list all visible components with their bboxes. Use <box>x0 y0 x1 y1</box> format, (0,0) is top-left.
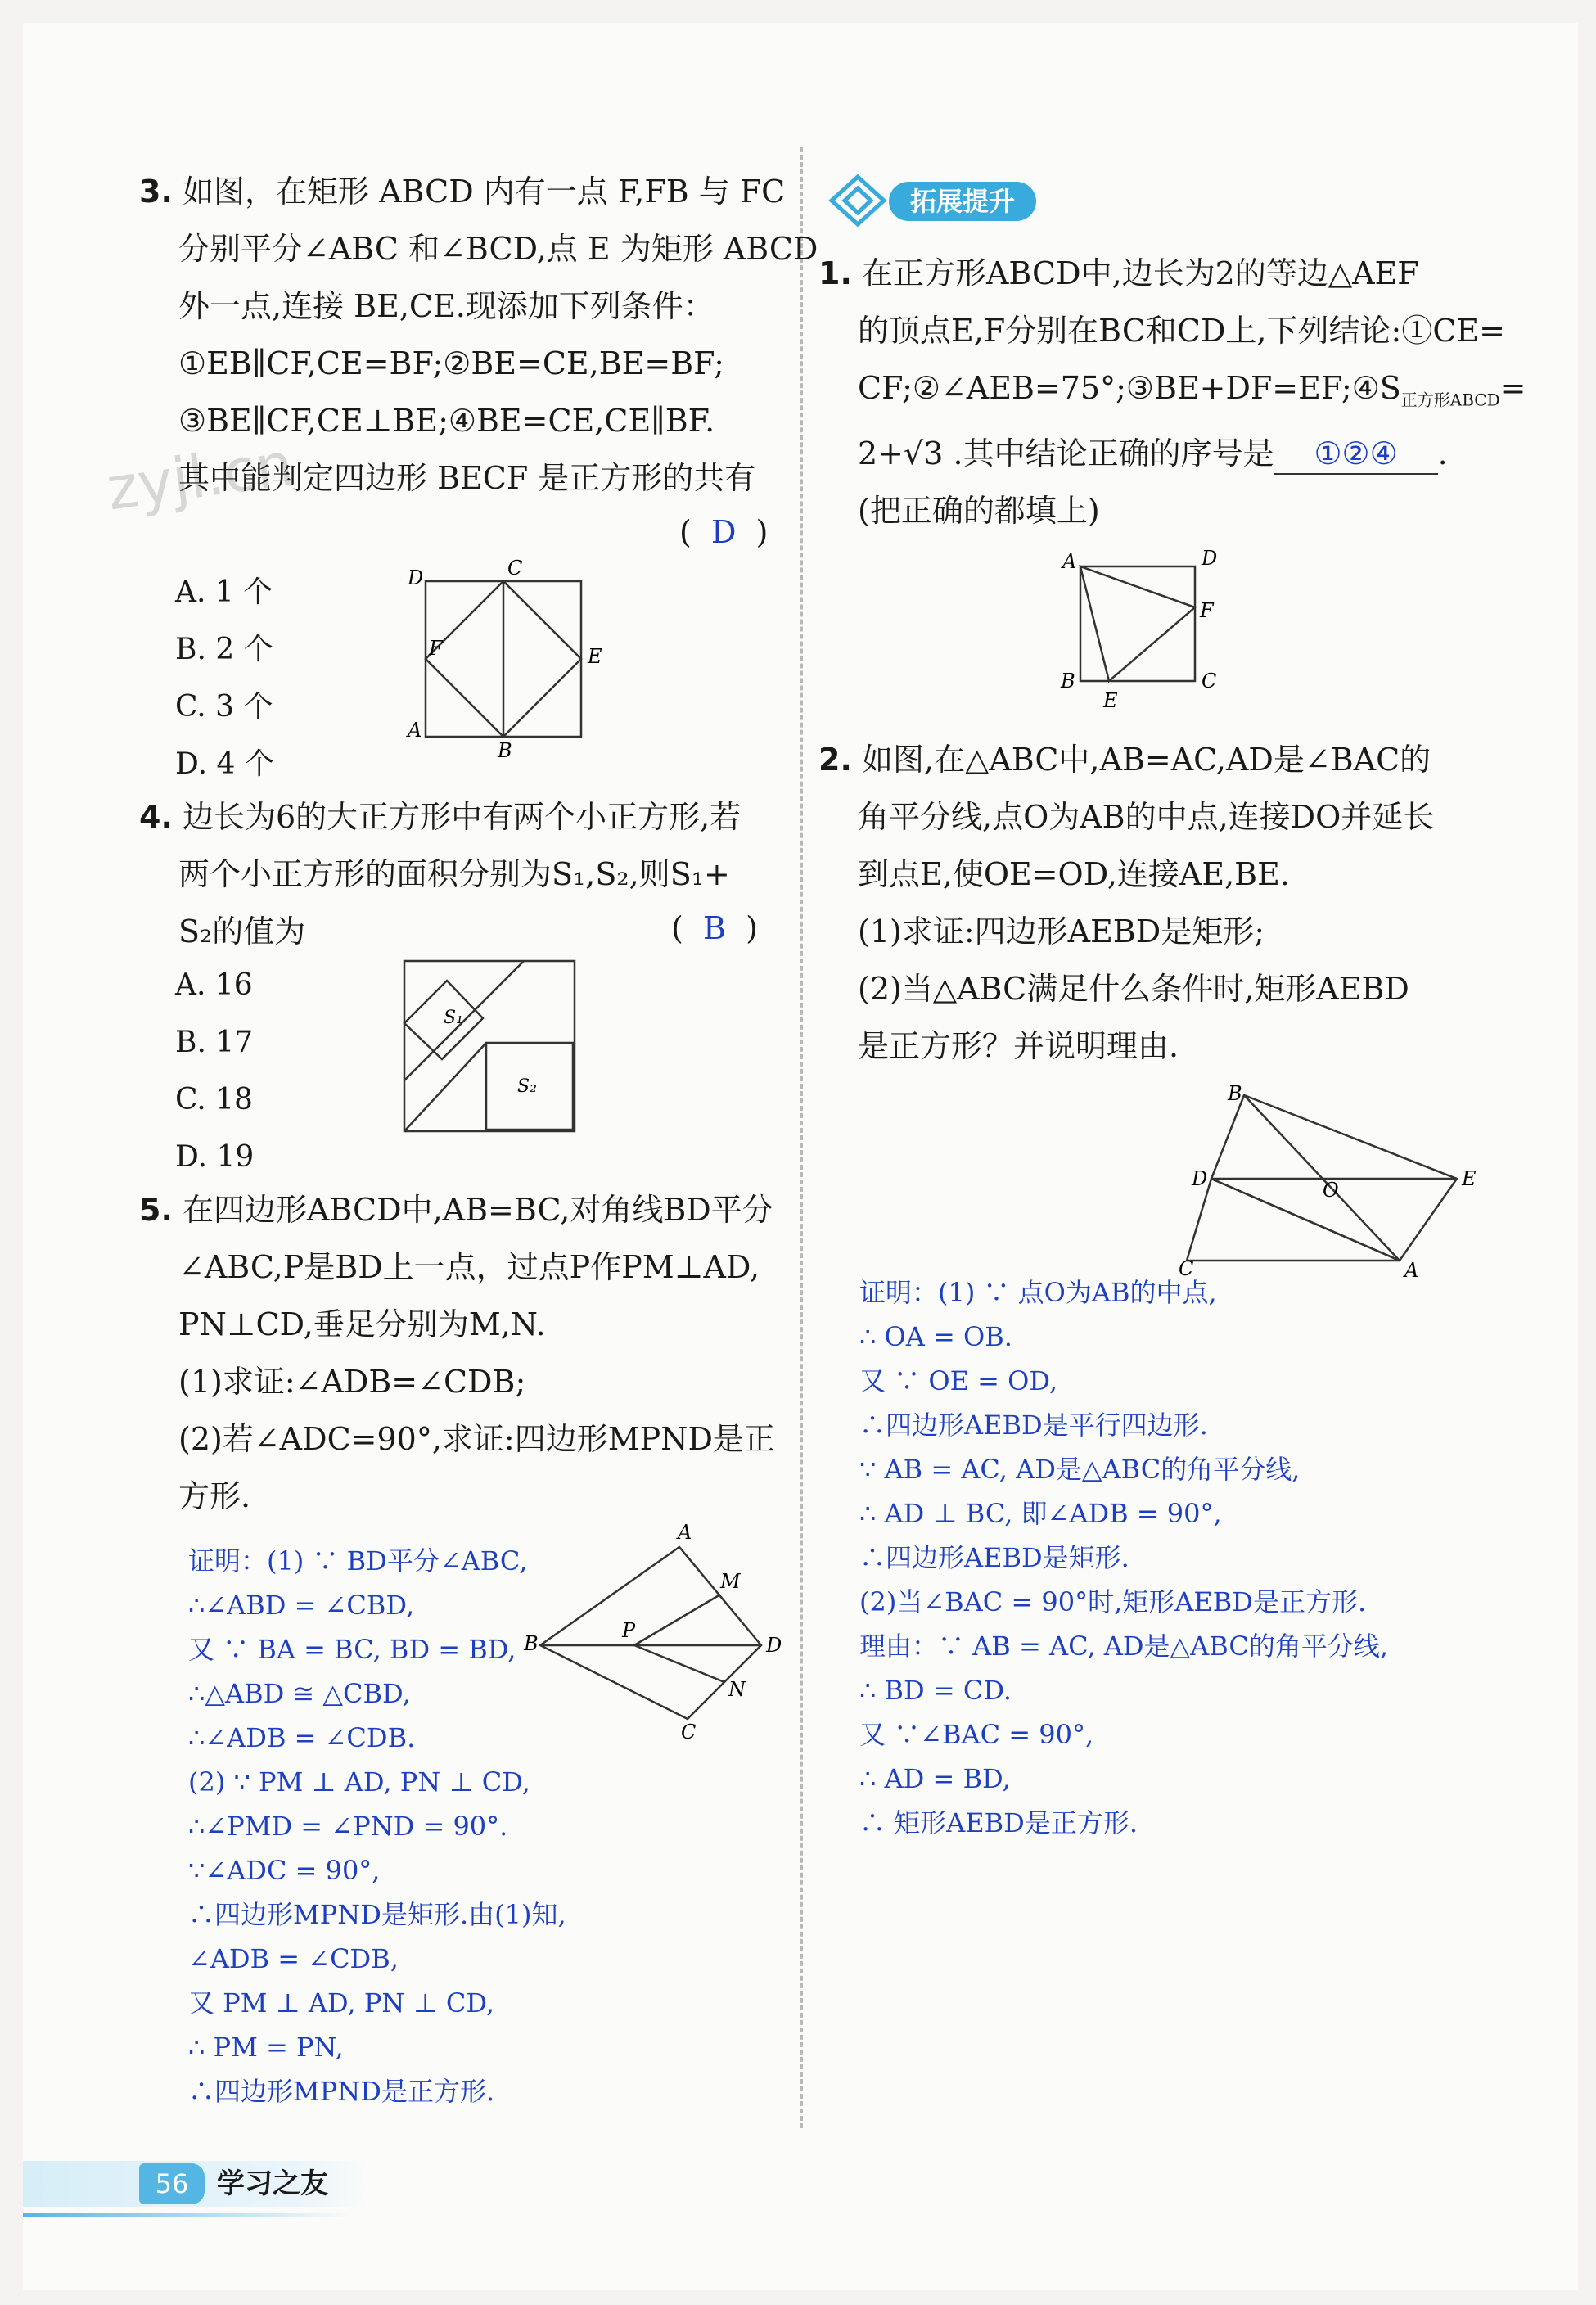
r-q1-fig-label-d: D <box>1202 547 1218 570</box>
book-title: 学习之友 <box>217 2167 328 2200</box>
q5-fig-label-a: A <box>678 1521 692 1544</box>
r-q2-figure <box>1179 1080 1490 1282</box>
q3-fig-label-f: F <box>429 637 443 660</box>
q5-solution-9: ∴四边形MPND是矩形.由(1)知, <box>188 1899 566 1930</box>
q4-fig-label-s1: S₁ <box>444 1008 463 1028</box>
r-q1-line-2: 的顶点E,F分别在BC和CD上,下列结论:①CE= <box>858 313 1505 349</box>
q5-line-2: ∠ABC,P是BD上一点，过点P作PM⊥AD, <box>178 1249 760 1285</box>
r-q1-fig-label-b: B <box>1061 670 1075 692</box>
r-q1-fig-label-e: E <box>1103 689 1118 712</box>
q4-line-2: 两个小正方形的面积分别为S₁,S₂,则S₁+ <box>178 856 730 892</box>
q3-line-4: ①EB∥CF,CE=BF;②BE=CE,BE=BF; <box>178 345 724 381</box>
r-q1-line-3: $CF;②\angle AEB=75^\circ;③BE+DF=EF;④S_{正方形ABCD}=$ <box>858 370 1526 410</box>
q5-fig-label-c: C <box>681 1721 697 1743</box>
r-q2-solution-10: ∴ BD = CD. <box>859 1675 1012 1706</box>
r-q2-fig-label-o: O <box>1323 1179 1339 1202</box>
q4-answer-slot: ( B ) <box>671 910 758 946</box>
section-title: 拓展提升 <box>889 182 1036 221</box>
q3-fig-label-a: A <box>408 719 422 742</box>
q5-fig-label-d: D <box>766 1634 782 1657</box>
r-q1-line-4: 2+√3 .其中结论正确的序号是 ①②④ . <box>858 434 1448 475</box>
q3-line-2: 分别平分∠ABC 和∠BCD,点 E 为矩形 ABCD <box>178 231 818 267</box>
r-q2-solution-3: 又 ∵ OE = OD, <box>859 1365 1058 1396</box>
q4-answer: B <box>703 910 726 946</box>
q5-solution-8: ∵∠ADC = 90°, <box>188 1855 381 1886</box>
q3-line-3: 外一点,连接 BE,CE.现添加下列条件： <box>178 288 715 324</box>
q4-line-3: S₂的值为 <box>178 913 306 950</box>
r-q1-line-5: (把正确的都填上) <box>858 493 1100 529</box>
r-q2-fig-label-d: D <box>1192 1167 1208 1190</box>
r-q2-solution-4: ∴四边形AEBD是平行四边形. <box>859 1410 1208 1441</box>
q4-option-d: D. 19 <box>175 1140 255 1174</box>
q3-option-a: A. 1 个 <box>175 575 273 609</box>
r-q2-solution-2: ∴ OA = OB. <box>859 1321 1012 1352</box>
q3-figure <box>393 557 737 762</box>
r-q2-line-1: 2. 如图,在△ABC中,AB=AC,AD是∠BAC的 <box>818 742 1431 778</box>
q3-fig-label-d: D <box>408 566 424 589</box>
q4-figure <box>401 958 597 1138</box>
page-number: 56 <box>139 2163 205 2204</box>
q5-line-6: 方形. <box>178 1478 251 1514</box>
q5-solution-1: 证明：(1) ∵ BD平分∠ABC, <box>188 1545 528 1577</box>
column-divider <box>800 147 803 2128</box>
q5-solution-10: ∠ADB = ∠CDB, <box>188 1943 399 1974</box>
section-ornament-icon <box>827 174 889 228</box>
q3-option-d: D. 4 个 <box>175 747 274 781</box>
q5-line-5: (2)若∠ADC=90°,求证:四边形MPND是正 <box>178 1421 775 1457</box>
q4-line-1: 4. 边长为6的大正方形中有两个小正方形,若 <box>139 799 742 835</box>
r-q2-line-5: (2)当△ABC满足什么条件时,矩形AEBD <box>858 971 1409 1007</box>
r-q2-solution-1: 证明：(1) ∵ 点O为AB的中点, <box>859 1277 1217 1308</box>
q3-fig-label-e: E <box>588 645 602 668</box>
q3-answer-slot: ( D ) <box>679 514 769 550</box>
r-q2-fig-label-c: C <box>1179 1257 1194 1280</box>
r-q2-line-6: 是正方形？并说明理由. <box>858 1028 1179 1064</box>
r-q1-answer: ①②④ <box>1274 434 1438 475</box>
q5-solution-6: (2) ∵ PM ⊥ AD, PN ⊥ CD, <box>188 1766 530 1798</box>
q4-option-c: C. 18 <box>175 1083 253 1116</box>
q5-fig-label-m: M <box>720 1570 741 1593</box>
r-q2-number: 2. <box>818 742 852 778</box>
q3-line-5: ③BE∥CF,CE⊥BE;④BE=CE,CE∥BF. <box>178 403 715 439</box>
r-q2-line-4: (1)求证:四边形AEBD是矩形; <box>858 913 1265 950</box>
q5-number: 5. <box>139 1192 173 1228</box>
r-q2-line-2: 角平分线,点O为AB的中点,连接DO并延长 <box>858 799 1435 835</box>
q3-line-6: 其中能判定四边形 BECF 是正方形的共有 <box>178 460 756 496</box>
q5-line-3: PN⊥CD,垂足分别为M,N. <box>178 1306 546 1342</box>
q5-solution-4: ∴△ABD ≅ △CBD, <box>188 1678 411 1709</box>
q4-fig-label-s2: S₂ <box>517 1076 537 1097</box>
r-q2-fig-label-e: E <box>1462 1167 1477 1190</box>
r-q2-solution-11: 又 ∵∠BAC = 90°, <box>859 1719 1094 1750</box>
q3-option-c: C. 3 个 <box>175 690 273 724</box>
q5-line-4: (1)求证:∠ADB=∠CDB; <box>178 1364 526 1400</box>
r-q1-line-1: 1. 在正方形ABCD中,边长为2的等边△AEF <box>818 255 1419 291</box>
q3-fig-label-c: C <box>507 557 523 580</box>
q3-number: 3. <box>139 174 173 210</box>
q4-option-b: B. 17 <box>175 1026 254 1059</box>
q5-fig-label-n: N <box>728 1678 746 1701</box>
q5-solution-5: ∴∠ADB = ∠CDB. <box>188 1722 416 1753</box>
r-q2-solution-5: ∵ AB = AC, AD是△ABC的角平分线, <box>859 1454 1301 1485</box>
q5-solution-11: 又 PM ⊥ AD, PN ⊥ CD, <box>188 1987 495 2019</box>
q5-solution-3: 又 ∵ BA = BC, BD = BD, <box>188 1634 516 1665</box>
q5-line-1: 5. 在四边形ABCD中,AB=BC,对角线BD平分 <box>139 1192 773 1228</box>
q5-solution-13: ∴四边形MPND是正方形. <box>188 2076 495 2107</box>
r-q1-number: 1. <box>818 255 852 291</box>
r-q2-fig-label-b: B <box>1228 1082 1242 1105</box>
q5-fig-label-b: B <box>524 1632 539 1655</box>
footer-rule <box>23 2213 350 2217</box>
r-q1-figure <box>1056 548 1252 728</box>
q5-solution-12: ∴ PM = PN, <box>188 2032 344 2063</box>
r-q2-line-3: 到点E,使OE=OD,连接AE,BE. <box>858 856 1290 892</box>
q5-solution-2: ∴∠ABD = ∠CBD, <box>188 1590 415 1621</box>
watermark: zyjl.cn <box>102 429 298 524</box>
r-q1-fig-label-c: C <box>1202 670 1217 692</box>
r-q2-solution-9: 理由：∵ AB = AC, AD是△ABC的角平分线, <box>859 1631 1389 1662</box>
r-q2-solution-13: ∴ 矩形AEBD是正方形. <box>859 1807 1138 1838</box>
q4-option-a: A. 16 <box>175 968 253 1002</box>
r-q1-fig-label-f: F <box>1200 599 1214 622</box>
q3-line-1: 3. 如图，在矩形 ABCD 内有一点 F,FB 与 FC <box>139 174 786 210</box>
q3-answer: D <box>711 514 737 550</box>
q4-number: 4. <box>139 799 173 835</box>
r-q2-solution-6: ∴ AD ⊥ BC, 即∠ADB = 90°, <box>859 1498 1222 1529</box>
q5-fig-label-p: P <box>622 1619 636 1642</box>
r-q2-solution-7: ∴四边形AEBD是矩形. <box>859 1542 1129 1573</box>
r-q2-fig-label-a: A <box>1404 1259 1419 1282</box>
r-q2-solution-12: ∴ AD = BD, <box>859 1763 1011 1794</box>
q3-option-b: B. 2 个 <box>175 633 273 666</box>
q5-figure <box>524 1522 794 1743</box>
r-q1-fig-label-a: A <box>1062 550 1077 573</box>
q5-solution-7: ∴∠PMD = ∠PND = 90°. <box>188 1811 508 1842</box>
r-q2-solution-8: (2)当∠BAC = 90°时,矩形AEBD是正方形. <box>859 1586 1367 1617</box>
q3-fig-label-b: B <box>498 739 512 762</box>
